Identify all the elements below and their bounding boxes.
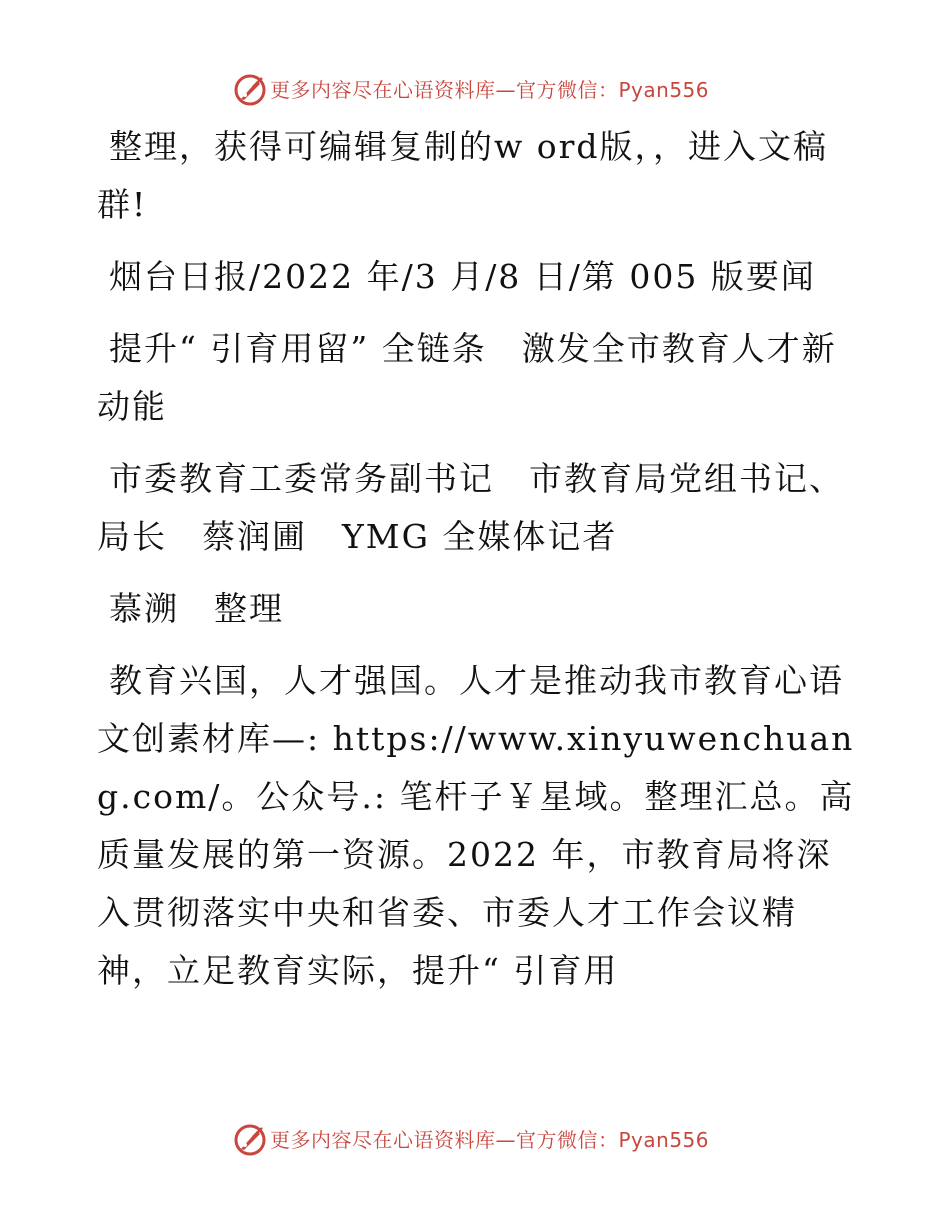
banner-text	[270, 78, 709, 102]
paragraph-source: 烟台日报/2022 年/3 月/8 日/第 005 版要闻	[109, 257, 816, 296]
paragraph-editor: 慕溯 整理	[109, 589, 284, 628]
paragraph-headline: 提升“ 引育用留” 全链条 激发全市教育人才新动能	[97, 329, 837, 426]
paragraph-body: 教育兴国，人才强国。人才是推动我市教育心语文创素材库—: https://www.xinyuwenchuang.com/。公众号.: 笔杆子￥星域。整理汇总。高质量发展的第一资源。2022 年，市教育局将深入贯彻落实中央和省委、市委人才工作会议精神，立足教育实际，提升“ 引育用	[97, 661, 855, 990]
paragraph-intro: 整理，获得可编辑复制的w ord版，，进入文稿群!	[97, 127, 829, 224]
document-body	[97, 118, 857, 1000]
banner-label: 更多内容尽在心语资料库—官方微信：	[270, 1128, 619, 1152]
paragraph-byline: 市委教育工委常务副书记 市教育局党组书记、局长 蔡润圃 YMG 全媒体记者	[97, 459, 844, 556]
header-banner	[0, 70, 950, 110]
banner-label: 更多内容尽在心语资料库—官方微信：	[270, 78, 619, 102]
banner-contact: Pyan556	[618, 78, 710, 102]
quill-seal-icon	[233, 73, 267, 107]
footer-banner	[0, 1120, 950, 1160]
banner-contact: Pyan556	[618, 1128, 710, 1152]
quill-seal-icon	[233, 1123, 267, 1157]
banner-text	[270, 1128, 709, 1152]
